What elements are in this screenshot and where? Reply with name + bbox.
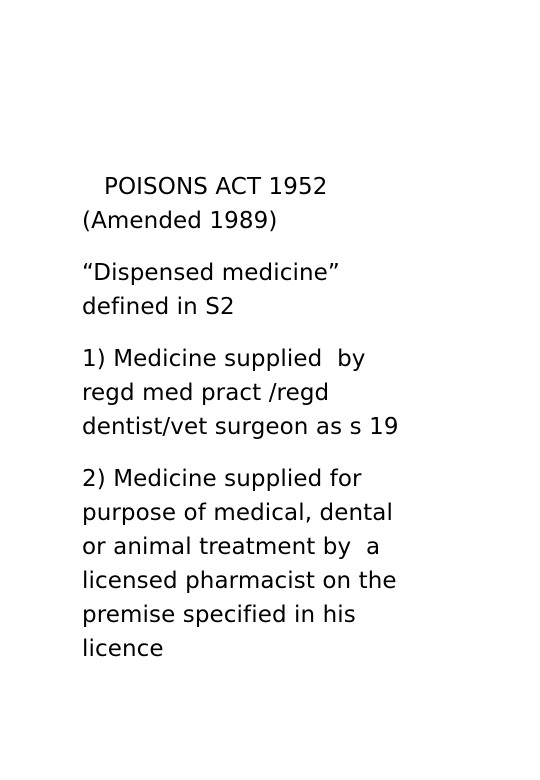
item-2	[82, 462, 522, 666]
act-title: POISONS ACT 1952	[104, 174, 328, 200]
item-1-line-3: dentist/vet surgeon as s 19	[82, 414, 399, 440]
item-1-line-2: regd med pract /regd	[82, 380, 330, 406]
act-amendment: (Amended 1989)	[82, 208, 278, 234]
item-2-line-1: 2) Medicine supplied for	[82, 466, 362, 492]
item-1	[82, 342, 522, 444]
definition-source: defined in S2	[82, 294, 235, 320]
item-1-line-1: 1) Medicine supplied by	[82, 346, 366, 372]
item-2-line-4: licensed pharmacist on the	[82, 568, 397, 594]
definition-term: “Dispensed medicine”	[82, 260, 340, 286]
item-2-line-6: licence	[82, 636, 164, 662]
document-body	[82, 170, 522, 684]
item-2-line-3: or animal treatment by a	[82, 534, 381, 560]
item-2-line-5: premise specified in his	[82, 602, 356, 628]
definition-block	[82, 256, 522, 324]
title-block	[82, 170, 522, 238]
item-2-line-2: purpose of medical, dental	[82, 500, 393, 526]
